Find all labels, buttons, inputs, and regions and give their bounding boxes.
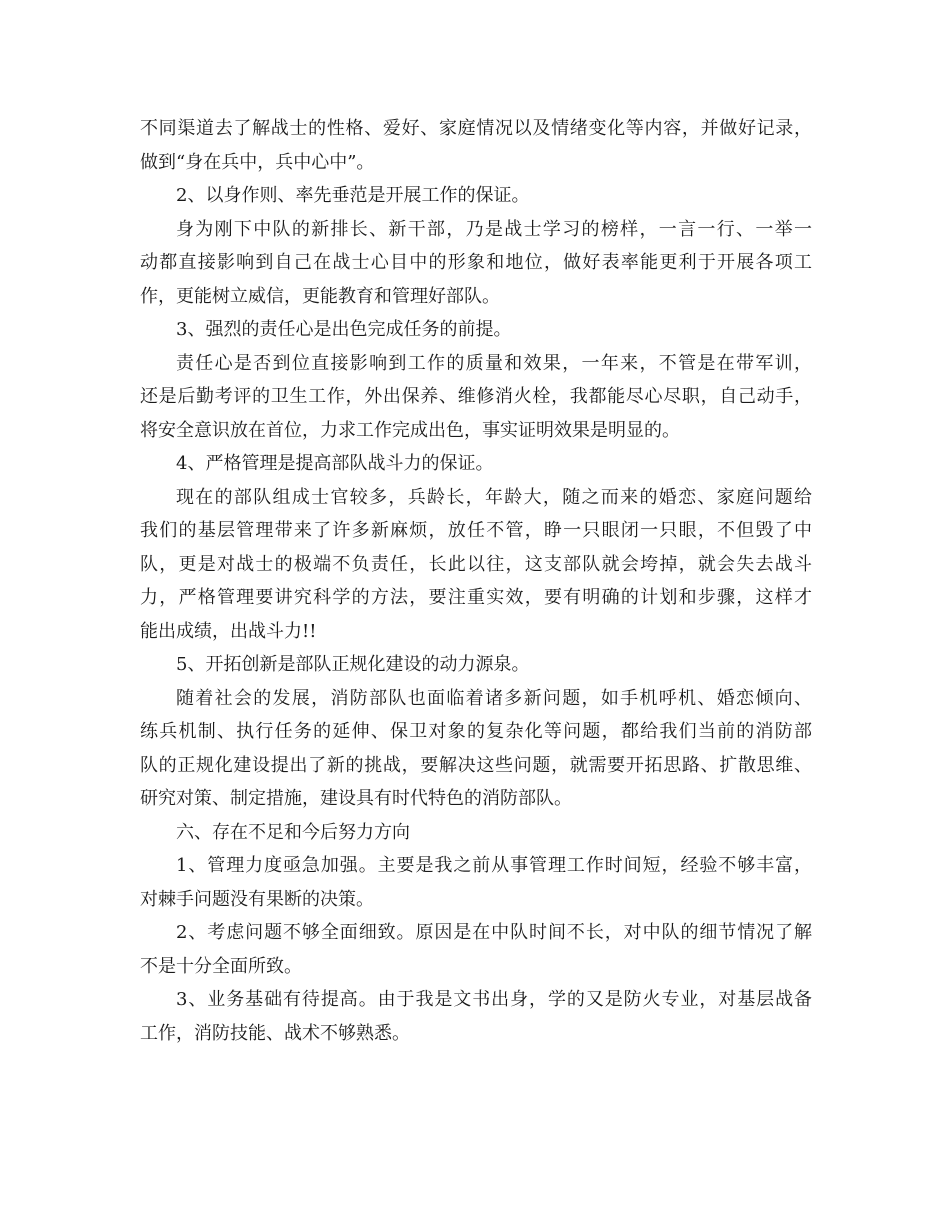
text-line: 还是后勤考评的卫生工作，外出保养、维修消火栓，我都能尽心尽职，自己动手， xyxy=(140,386,812,407)
text-line: 1、管理力度亟急加强。主要是我之前从事管理工作时间短，经验不够丰富， xyxy=(176,855,812,876)
text-line: 工作，消防技能、战术不够熟悉。 xyxy=(140,1022,410,1044)
text-line: 动都直接影响到自己在战士心目中的形象和地位，做好表率能更利于开展各项工 xyxy=(140,252,812,273)
text-line: 做到“身在兵中，兵中心中”。 xyxy=(140,151,375,173)
text-line: 3、业务基础有待提高。由于我是文书出身，学的又是防火专业，对基层战备 xyxy=(176,989,812,1010)
text-line: 研究对策、制定措施，建设具有时代特色的消防部队。 xyxy=(140,788,572,809)
text-line: 练兵机制、执行任务的延伸、保卫对象的复杂化等问题，都给我们当前的消防部 xyxy=(140,721,812,742)
text-line: 5、开拓创新是部队正规化建设的动力源泉。 xyxy=(176,654,530,675)
text-line: 力，严格管理要讲究科学的方法，要注重实效，要有明确的计划和步骤，这样才 xyxy=(140,587,812,608)
text-line: 2、以身作则、率先垂范是开展工作的保证。 xyxy=(176,185,530,206)
text-line: 对棘手问题没有果断的决策。 xyxy=(140,888,374,910)
text-line: 我们的基层管理带来了许多新麻烦，放任不管，睁一只眼闭一只眼，不但毁了中 xyxy=(140,520,812,541)
text-line: 不同渠道去了解战士的性格、爱好、家庭情况以及情绪变化等内容，并做好记录， xyxy=(140,118,812,139)
text-line: 能出成绩，出战斗力!! xyxy=(140,620,317,642)
text-line: 4、严格管理是提高部队战斗力的保证。 xyxy=(176,453,494,474)
text-line: 责任心是否到位直接影响到工作的质量和效果，一年来，不管是在带军训， xyxy=(176,352,812,374)
text-line: 将安全意识放在首位，力求工作完成出色，事实证明效果是明显的。 xyxy=(140,419,680,441)
text-line: 现在的部队组成士官较多，兵龄长，年龄大，随之而来的婚恋、家庭问题给 xyxy=(176,486,812,508)
text-line: 随着社会的发展，消防部队也面临着诸多新问题，如手机呼机、婚恋倾向、 xyxy=(176,687,812,709)
text-line: 队，更是对战士的极端不负责任，长此以往，这支部队就会垮掉，就会失去战斗 xyxy=(140,553,812,575)
text-line: 3、强烈的责任心是出色完成任务的前提。 xyxy=(176,319,512,340)
text-line: 作，更能树立威信，更能教育和管理好部队。 xyxy=(140,285,500,307)
text-line: 身为刚下中队的新排长、新干部，乃是战士学习的榜样，一言一行、一举一 xyxy=(176,218,812,240)
text-line: 不是十分全面所致。 xyxy=(140,955,302,977)
text-line: 2、考虑问题不够全面细致。原因是在中队时间不长，对中队的细节情况了解 xyxy=(176,922,812,943)
document-body xyxy=(140,112,812,1050)
text-line: 六、存在不足和今后努力方向 xyxy=(176,821,410,843)
text-line: 队的正规化建设提出了新的挑战，要解决这些问题，就需要开拓思路、扩散思维、 xyxy=(140,754,812,776)
